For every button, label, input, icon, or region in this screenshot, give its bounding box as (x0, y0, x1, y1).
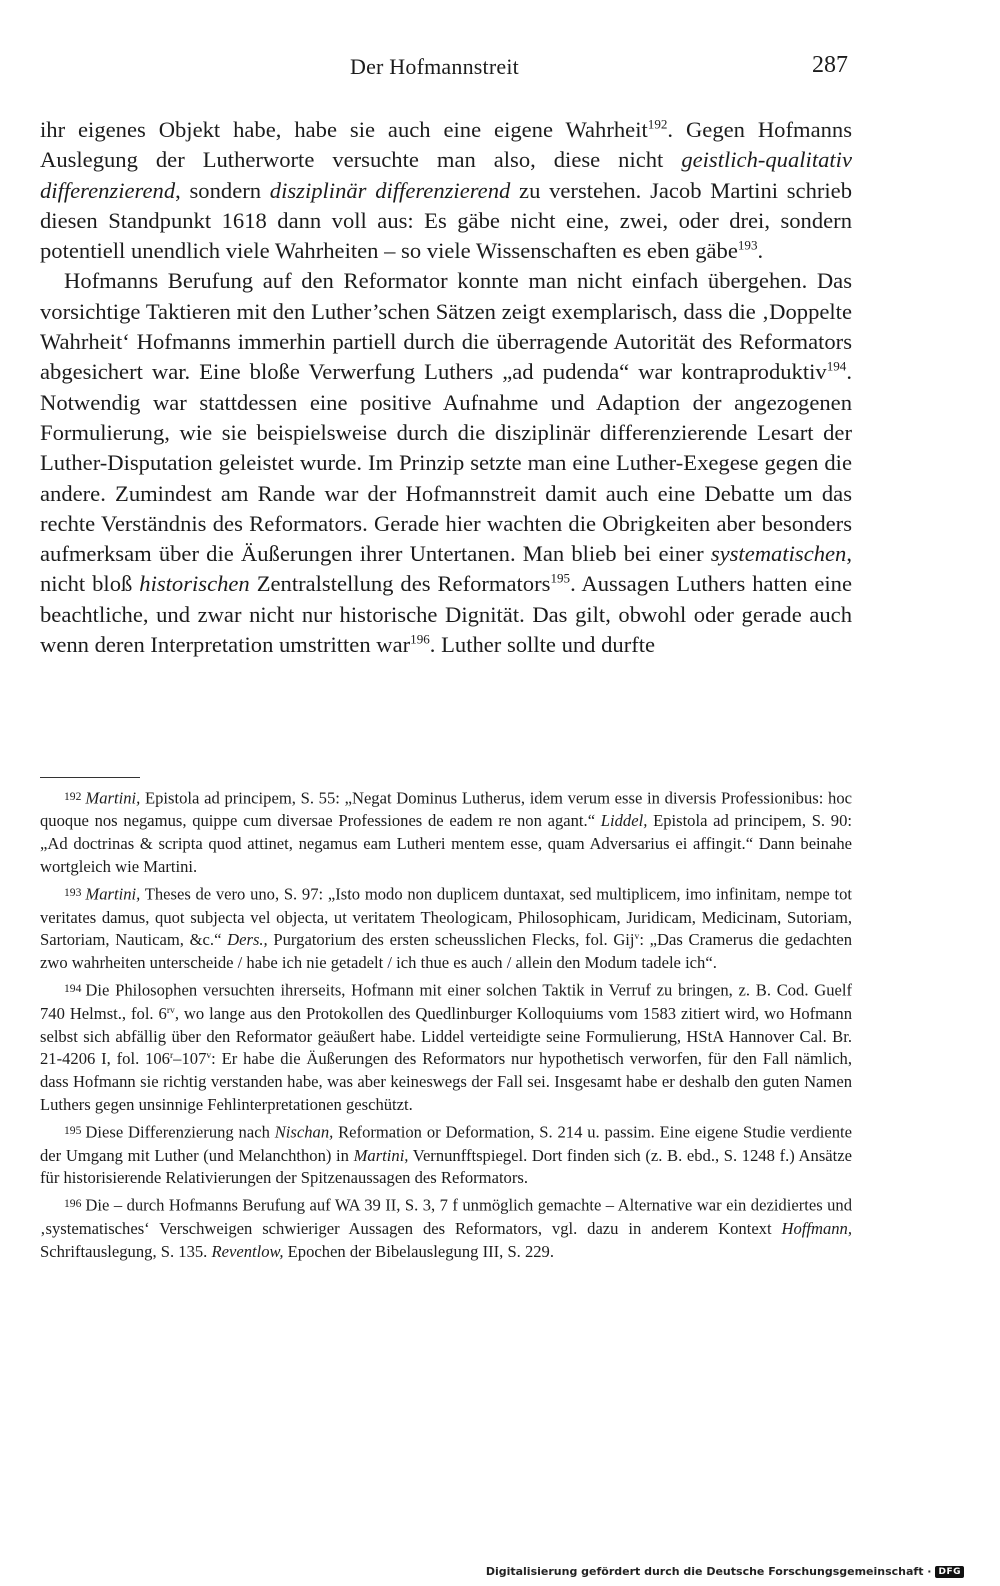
footnote-ref-195[interactable]: 195 (550, 570, 571, 586)
footnote-193: $^{193}$ Martini, Theses de vero uno, S. 97: „Isto modo non duplicem duntaxat, sed multiplicem, imo infinitam, nempe tot veritates damus, quot subjecta vel objecta, ut veritatem Theologicam, Philosophicam, Juridicam, Medicinam, Sutoriam, Sartoriam, Nauticam, &c.“ Ders., Purgatorium des ersten scheusslichen Flecks, fol. Gij$^v$: „Das Cramerus die gedachten zwo wahrheiten unterscheide / habe ich nie getadelt / ich thue es auch / allein den Modum tadele ich“. (40, 884, 852, 973)
page-number: 287 (812, 52, 848, 78)
footnote-ref-193[interactable]: 193 (737, 237, 758, 253)
footnote-ref-194[interactable]: 194 (826, 358, 847, 374)
dfg-logo: DFG (935, 1566, 964, 1578)
footnotes (40, 786, 852, 1264)
footnote-ref-196[interactable]: 196 (410, 631, 430, 647)
digitization-credit (486, 1565, 964, 1578)
credit-text: Digitalisierung gefördert durch die Deutsche Forschungsgemeinschaft · (485, 1565, 932, 1578)
footnote-separator (40, 777, 140, 778)
paragraph-1: ihr eigenes Objekt habe, habe sie auch eine eigene Wahrheit$^{192}$. Gegen Hofmanns Auslegung der Lutherworte versuchte man also, diese nicht geistlich-qualitativ differenzierend, sondern disziplinär differenzierend zu verstehen. Jacob Martini schrieb diesen Standpunkt 1618 dann voll aus: Es gäbe nicht eine, zwei, oder drei, sondern potentiell unendlich viele Wahrheiten – so viele Wissenschaften es eben gäbe$^{193}$. (40, 116, 852, 264)
paragraph-2: Hofmanns Berufung auf den Reformator konnte man nicht einfach übergehen. Das vorsichtige Taktieren mit den Luther’schen Sätzen zeigt exemplarisch, dass die ‚Doppelte Wahrheit‘ Hofmanns immerhin partiell durch die überragende Autorität des Reformators abgesichert war. Eine bloße Verwerfung Luthers „ad pudenda“ war kontraproduktiv$^{194}$. Notwendig war stattdessen eine positive Aufnahme und Adaption der angezogenen Formulierung, wie sie beispielsweise durch die disziplinär differenzierende Lesart der Luther-Disputation geleistet wurde. Im Prinzip setzte man eine Luther-Exegese gegen die andere. Zumindest am Rande war der Hofmannstreit damit auch eine Debatte um das rechte Verständnis des Reformators. Gerade hier wachten die Obrigkeiten aber besonders aufmerksam über die Äußerungen ihrer Untertanen. Man blieb bei einer systematischen, nicht bloß historischen Zentralstellung des Reformators$^{195}$. Aussagen Luthers hatten eine beachtliche, und zwar nicht nur historische Dignität. Das gilt, obwohl oder gerade auch wenn deren Interpretation umstritten war$^{196}$. Luther sollte und durfte (40, 268, 852, 658)
footnote-195: $^{195}$ Diese Differenzierung nach Nischan, Reformation or Deformation, S. 214 u. passim. Eine eigene Studie verdiente der Umgang mit Luther (und Melanchthon) in Martini, Vernunfftspiegel. Dort finden sich (z. B. ebd., S. 1248 f.) Ansätze für historisierende Relativierungen der Spitzenaussagen des Reformators. (40, 1122, 852, 1188)
main-text (40, 115, 852, 660)
running-title: Der Hofmannstreit (350, 54, 519, 79)
footnote-192: $^{192}$ Martini, Epistola ad principem, S. 55: „Negat Dominus Lutherus, idem verum esse in diversis Professionibus: hoc quoque nos negamus, quippe cum diversae Professiones de eadem re non agant.“ Liddel, Epistola ad principem, S. 90: „Ad doctrinas & scripta quod attinet, negamus eam Lutheri mentem esse, quam Adversarius ei affingit.“ Dann beinahe wortgleich wie Martini. (40, 788, 852, 877)
footnote-194: $^{194}$ Die Philosophen versuchten ihrerseits, Hofmann mit einer solchen Taktik in Verruf zu bringen, z. B. Cod. Guelf 740 Helmst., fol. $6^{rv}$, wo lange aus den Protokollen des Quedlinburger Kolloquiums vom 1583 zitiert wird, wo Hofmann selbst sich abfällig über den Reformator geäußert habe. Liddel verteidigte seine Formulierung, HStA Hannover Cal. Br. 21-4206 I, fol. 106$^r$–107$^v$: Er habe die Äußerungen des Reformators nur hypothetisch verworfen, für den Fall nämlich, dass Hofmann sie richtig verstanden habe, was aber keineswegs der Fall sei. Insgesamt habe er deshalb den guten Namen Luthers gegen unsinnige Fehlinterpretationen geschützt. (40, 980, 853, 1115)
footnote-ref-192[interactable]: 192 (647, 116, 668, 132)
footnote-196: $^{196}$ Die – durch Hofmanns Berufung auf WA 39 II, S. 3, 7 f unmöglich gemachte – Alternative war ein dezidiertes und ‚systematisches‘ Verschweigen schwieriger Aussagen des Reformators, vgl. dazu in anderem Kontext Hoffmann, Schriftauslegung, S. 135. Reventlow, Epochen der Bibelauslegung III, S. 229. (40, 1195, 852, 1261)
